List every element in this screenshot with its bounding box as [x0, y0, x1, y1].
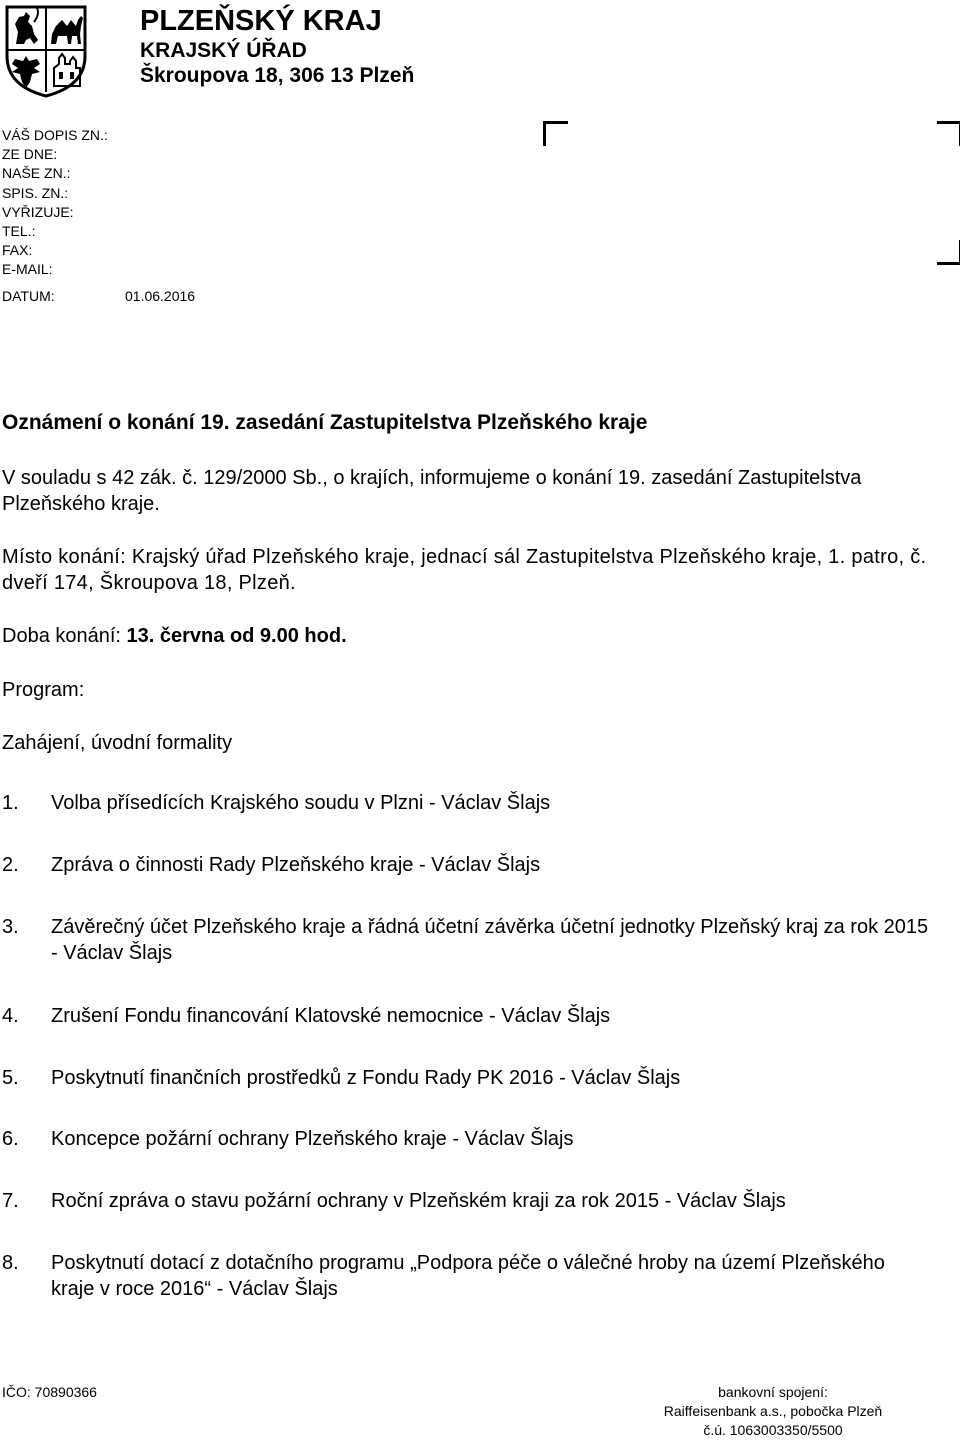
agenda-item-text: Zrušení Fondu financování Klatovské nemocnice - Václav Šlajs: [51, 1005, 611, 1027]
agenda-item-text: Volba přísedících Krajského soudu v Plzni - Václav Šlajs: [51, 792, 551, 814]
bank-name: Raiffeisenbank a.s., pobočka Plzeň: [663, 1403, 883, 1419]
address-window-corner-bottom-right: [937, 240, 960, 265]
agenda-item-text: Roční zpráva o stavu požární ochrany v Plzeňském kraji za rok 2015 - Václav Šlajs: [51, 1190, 786, 1212]
field-label-phone: TEL.:: [2, 223, 36, 240]
address-window-corner-top-left: [543, 121, 568, 146]
intro-paragraph: V souladu s 42 zák. č. 129/2000 Sb., o krajích, informujeme o konání 19. zasedání Zastupitelstva Plzeňského kraje.: [2, 467, 862, 515]
meeting-place-text: Krajský úřad Plzeňského kraje, jednací sál Zastupitelstva Plzeňského kraje, 1. patro, č. dveří 174, Škroupova 18, Plzeň.: [2, 546, 927, 594]
agenda-item-number: 8.: [2, 1252, 19, 1274]
field-label-date-of-letter: ZE DNE:: [2, 146, 58, 163]
office-address: Škroupova 18, 306 13 Plzeň: [140, 64, 415, 87]
date-value: 01.06.2016: [125, 288, 196, 304]
field-label-handled-by: VYŘIZUJE:: [2, 203, 74, 220]
meeting-place: [2, 544, 932, 596]
date-label: DATUM:: [2, 288, 55, 304]
meeting-time: [2, 623, 932, 649]
field-label-our-reference: NAŠE ZN.:: [2, 165, 71, 182]
field-label-file-reference: SPIS. ZN.:: [2, 184, 69, 201]
program-label: Program:: [2, 679, 85, 701]
agenda-item-number: 3.: [2, 916, 19, 938]
agenda-item-text: Poskytnutí finančních prostředků z Fondu Rady PK 2016 - Václav Šlajs: [51, 1067, 681, 1089]
opening-item: Zahájení, úvodní formality: [2, 732, 233, 754]
reference-fields: [2, 126, 108, 280]
office-name: KRAJSKÝ ÚŘAD: [140, 39, 307, 62]
agenda-item-number: 2.: [2, 854, 19, 876]
agenda-item-number: 6.: [2, 1128, 19, 1150]
org-name: PLZEŇSKÝ KRAJ: [140, 5, 382, 37]
address-window-corner-top-right: [937, 121, 960, 146]
agenda-item-text: Poskytnutí dotací z dotačního programu „Podpora péče o válečné hroby na území Plzeňského kraje v roce 2016“ - Václav Šlajs: [51, 1252, 885, 1300]
meeting-place-label: Místo konání:: [2, 546, 126, 568]
bank-label: bankovní spojení:: [718, 1384, 828, 1400]
field-label-email: E-MAIL:: [2, 261, 53, 278]
document-title: Oznámení o konání 19. zasedání Zastupitelstva Plzeňského kraje: [2, 411, 648, 434]
field-label-your-letter: VÁŠ DOPIS ZN.:: [2, 127, 108, 143]
coat-of-arms-logo: [4, 4, 88, 98]
meeting-time-value: 13. června od 9.00 hod.: [126, 625, 347, 647]
agenda-item-text: Koncepce požární ochrany Plzeňského kraje - Václav Šlajs: [51, 1128, 574, 1150]
meeting-time-label: Doba konání:: [2, 625, 127, 647]
field-label-fax: FAX:: [2, 242, 33, 259]
footer-ico: IČO: 70890366: [2, 1384, 97, 1400]
agenda-item-text: Zpráva o činnosti Rady Plzeňského kraje - Václav Šlajs: [51, 854, 541, 876]
footer-bank-info: [648, 1383, 898, 1440]
bank-account: č.ú. 1063003350/5500: [703, 1422, 843, 1438]
agenda-item-number: 4.: [2, 1005, 19, 1027]
agenda-item-number: 7.: [2, 1190, 19, 1212]
agenda-item-number: 5.: [2, 1067, 19, 1089]
agenda-item-text: Závěrečný účet Plzeňského kraje a řádná účetní závěrka účetní jednotky Plzeňský kraj za rok 2015 - Václav Šlajs: [51, 916, 929, 964]
agenda-item-number: 1.: [2, 792, 19, 814]
